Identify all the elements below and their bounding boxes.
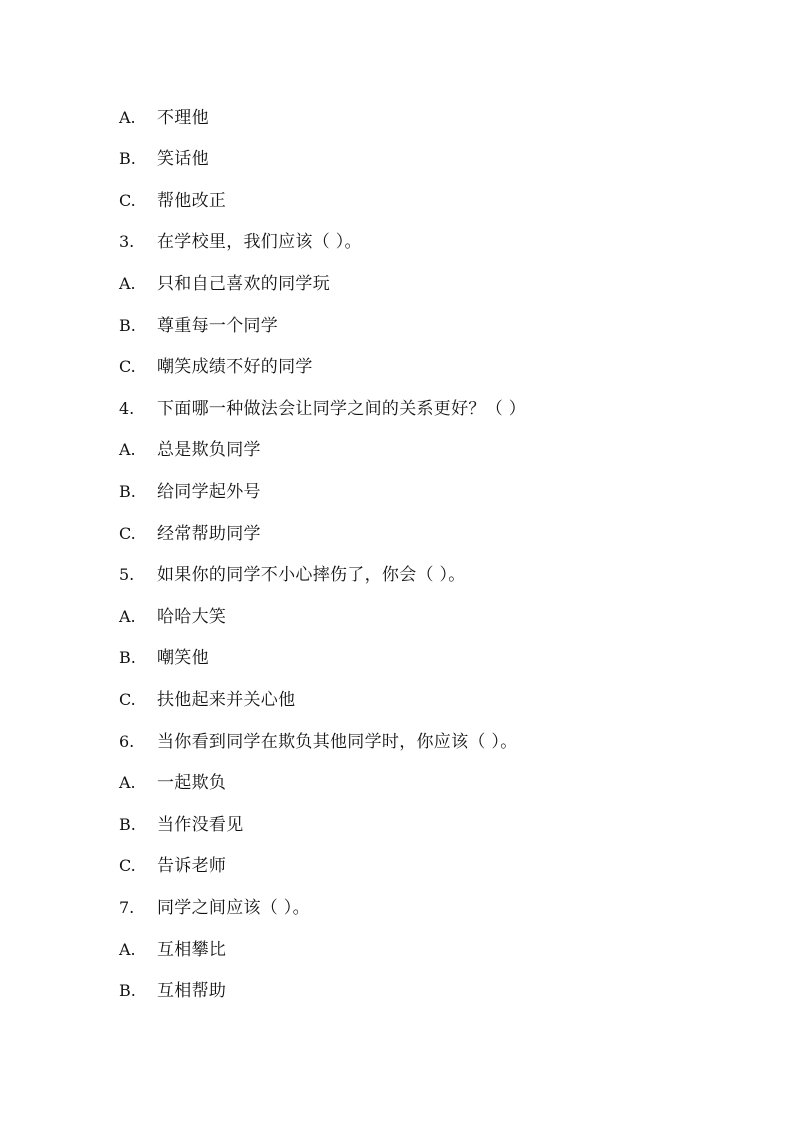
- question-text: 当你看到同学在欺负其他同学时，你应该（ ）。: [157, 732, 518, 752]
- list-item: [119, 522, 261, 546]
- list-item: [119, 480, 261, 504]
- list-item: [119, 272, 330, 296]
- option-marker: A.: [119, 440, 136, 459]
- option-marker: B.: [119, 482, 136, 501]
- question-number: 5.: [119, 565, 135, 584]
- option-text: 当作没看见: [157, 815, 244, 835]
- list-item: [119, 438, 261, 462]
- option-marker: B.: [119, 815, 136, 834]
- question-number: 6.: [119, 732, 135, 751]
- list-item: [119, 605, 226, 629]
- question-number: 3.: [119, 232, 135, 251]
- option-text: 告诉老师: [157, 856, 227, 876]
- list-item: [119, 314, 278, 338]
- option-text: 总是欺负同学: [157, 440, 261, 460]
- option-text: 不理他: [157, 108, 209, 128]
- list-item: [119, 189, 226, 213]
- option-text: 尊重每一个同学: [157, 316, 279, 336]
- option-text: 嘲笑成绩不好的同学: [157, 357, 313, 377]
- question-text: 如果你的同学不小心摔伤了，你会（ ）。: [157, 565, 466, 585]
- question-item: [119, 896, 310, 920]
- list-item: [119, 147, 209, 171]
- option-marker: C.: [119, 191, 136, 210]
- question-item: [119, 397, 526, 421]
- option-text: 互相攀比: [157, 940, 227, 960]
- option-marker: B.: [119, 149, 136, 168]
- option-text: 一起欺负: [157, 773, 227, 793]
- option-marker: B.: [119, 648, 136, 667]
- option-marker: C.: [119, 524, 136, 543]
- option-marker: A.: [119, 773, 136, 792]
- list-item: [119, 854, 226, 878]
- list-item: [119, 688, 295, 712]
- option-marker: C.: [119, 357, 136, 376]
- list-item: [119, 771, 226, 795]
- option-text: 嘲笑他: [157, 648, 209, 668]
- option-marker: A.: [119, 940, 136, 959]
- option-marker: C.: [119, 856, 136, 875]
- option-text: 互相帮助: [157, 981, 227, 1001]
- option-text: 给同学起外号: [157, 482, 261, 502]
- option-marker: A.: [119, 607, 136, 626]
- list-item: [119, 938, 226, 962]
- option-text: 哈哈大笑: [157, 607, 227, 627]
- option-text: 帮他改正: [157, 191, 227, 211]
- option-text: 只和自己喜欢的同学玩: [157, 274, 330, 294]
- question-item: [119, 563, 466, 587]
- option-text: 笑话他: [157, 149, 209, 169]
- list-item: [119, 813, 244, 837]
- question-number: 4.: [119, 399, 135, 418]
- list-item: [119, 646, 209, 670]
- list-item: [119, 106, 209, 130]
- option-text: 扶他起来并关心他: [157, 690, 296, 710]
- option-marker: A.: [119, 108, 136, 127]
- list-item: [119, 355, 313, 379]
- list-item: [119, 979, 226, 1003]
- question-item: [119, 730, 518, 754]
- question-text: 同学之间应该（ ）。: [157, 898, 310, 918]
- option-text: 经常帮助同学: [157, 524, 261, 544]
- option-marker: B.: [119, 316, 136, 335]
- option-marker: A.: [119, 274, 136, 293]
- question-item: [119, 230, 362, 254]
- option-marker: C.: [119, 690, 136, 709]
- question-text: 在学校里，我们应该（ ）。: [157, 232, 362, 252]
- question-number: 7.: [119, 898, 135, 917]
- option-marker: B.: [119, 981, 136, 1000]
- question-text: 下面哪一种做法会让同学之间的关系更好？（ ）: [157, 399, 527, 419]
